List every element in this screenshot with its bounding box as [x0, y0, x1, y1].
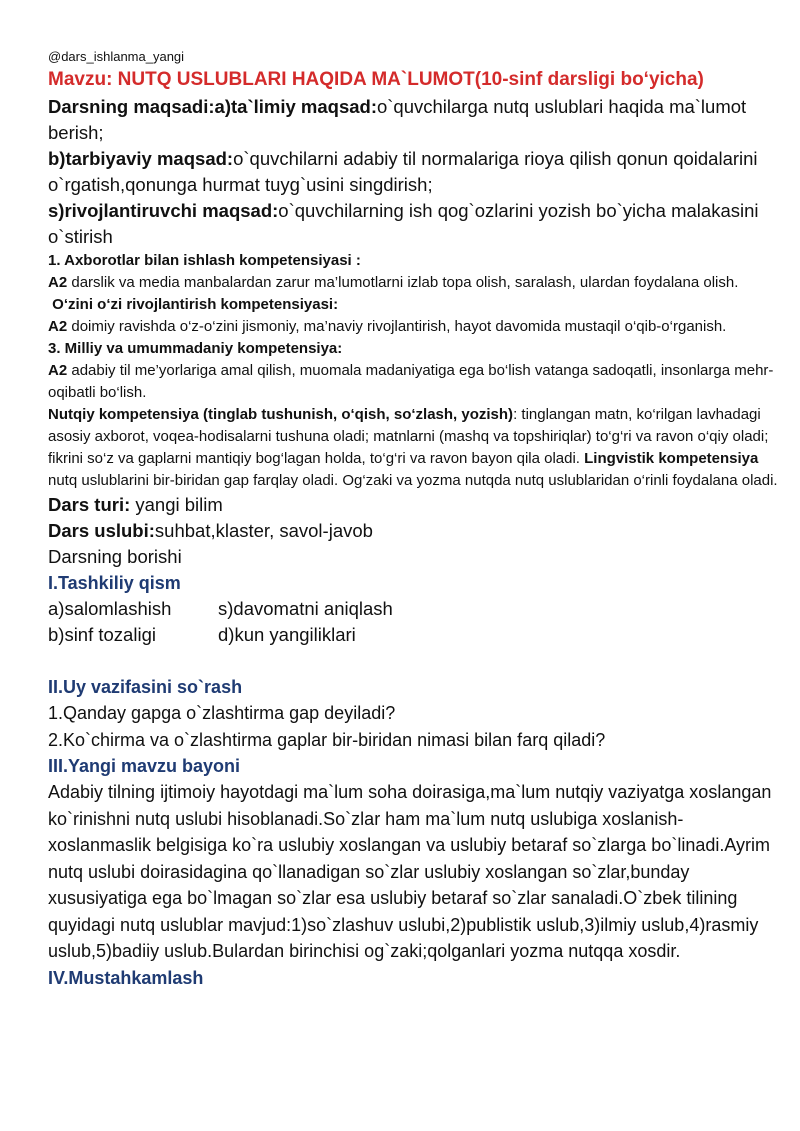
competency-2-text: A2 doimiy ravishda o‘z-o‘zini jismoniy, ma’naviy rivojlantirish, hayot davomida mustaqil o‘qib-o‘rganish. [48, 318, 727, 335]
competency-1-text: A2 darslik va media manbalardan zarur ma’lumotlarni izlab topa olish, saralash, ulardan foydalana olish. [48, 274, 739, 291]
item-greeting: a)salomlashish [48, 598, 172, 619]
lesson-type: Dars turi: yangi bilim [48, 494, 223, 515]
question-1: 1.Qanday gapga o`zlashtirma gap deyiladi? [48, 703, 396, 723]
spacer [48, 648, 786, 674]
lesson-info [48, 492, 786, 570]
channel-handle: @dars_ishlanma_yangi [48, 49, 185, 64]
section-homework [48, 674, 786, 753]
item-cleanliness: b)sinf tozaligi [48, 624, 156, 645]
goal-a [48, 94, 786, 146]
section-reinforcement [48, 965, 786, 991]
goal-s-text: o`quvchilarning ish qog`ozlarini yozish bo`yicha malakasini o`stirish [48, 200, 759, 247]
goal-b-label: b)tarbiyaviy maqsad: [48, 148, 234, 169]
section-1-title: I.Tashkiliy qism [48, 573, 181, 593]
competency-3-text: A2 adabiy til me’yorlariga amal qilish, muomala madaniyatiga ega bo‘lish vatanga sadoqatli, insonlarga mehr-oqibatli bo‘lish. [48, 362, 774, 401]
goal-b-text: o`quvchilarni adabiy til normalariga rioya qilish qonun qoidalarini o`rgatish,qonunga hurmat tuyg`usini singdirish; [48, 148, 758, 195]
section-2-title: II.Uy vazifasini so`rash [48, 677, 243, 697]
section-organizational [48, 570, 786, 648]
goal-b [48, 146, 786, 198]
competency-3-title: 3. Milliy va umummadaniy kompetensiya: [48, 340, 343, 357]
goals-label: Darsning maqsadi: [48, 96, 215, 117]
section-1-row-1 [48, 596, 786, 622]
competency-1-title: 1. Axborotlar bilan ishlash kompetensiyasi : [48, 252, 361, 269]
goal-a-text: o`quvchilarga nutq uslublari haqida ma`lumot berish; [48, 96, 747, 143]
section-4-title: IV.Mustahkamlash [48, 967, 204, 988]
section-new-topic [48, 753, 786, 965]
section-3-text: Adabiy tilning ijtimoiy hayotdagi ma`lum soha doirasiga,ma`lum nutqiy vaziyatga xoslangan ko`rinishni nutq uslubi hisoblanadi.So`zlar ham ma`lum nutq uslubiga xoslanish-xoslanmaslik belgisiga ko`ra uslubiy xoslangan va uslubiy betaraf so`zlarga bo`linadi.Ayrim nutq uslubi doirasidagina qo`llanadigan so`zlar uslubiy xoslangan so`zlar,bunday xususiyatiga ega bo`lmagan so`zlar esa uslubiy betaraf so`zlar sanaladi.O`zbek tilining quyidagi nutq uslublar mavjud:1)so`zlashuv uslubi,2)publistik uslub,3)ilmiy uslub,4)rasmiy uslub,5)badiiy uslub.Bulardan birinchisi og`zaki;qolganlari yozma nutqqa xosdir. [48, 782, 772, 961]
lesson-process: Darsning borishi [48, 546, 182, 567]
section-3-title: III.Yangi mavzu bayoni [48, 756, 241, 776]
item-attendance: s)davomatni aniqlash [218, 598, 393, 619]
goal-s [48, 198, 786, 250]
lesson-goals [48, 94, 786, 250]
speech-competency: Nutqiy kompetensiya (tinglab tushunish, o‘qish, so‘zlash, yozish): tinglangan matn, ko‘rilgan lavhadagi asosiy axborot, voqea-hodisalarni tushuna oladi; matnlarni (mashq va topshiriqlar) to‘g‘ri va ravon o‘qiy oladi; fikrini so‘z va gaplarni mantiqiy bog‘lagan holda, to‘g‘ri va ravon bayon qila oladi. Lingvistik kompetensiya nutq uslublarini bir-biridan gap farqlay oladi. Og‘zaki va yozma nutqda nutq uslublaridan o‘rinli foydalana oladi. [48, 406, 778, 489]
competency-2-title: O‘zini o‘zi rivojlantirish kompetensiyasi: [52, 296, 339, 313]
goal-a-label: a)ta`limiy maqsad: [214, 96, 377, 117]
topic-title: Mavzu: NUTQ USLUBLARI HAQIDA MA`LUMOT(10-sinf darsligi bo‘yicha) [48, 69, 704, 90]
lesson-method: Dars uslubi:suhbat,klaster, savol-javob [48, 520, 373, 541]
section-1-row-2 [48, 622, 786, 648]
goal-s-label: s)rivojlantiruvchi maqsad: [48, 200, 279, 221]
question-2: 2.Ko`chirma va o`zlashtirma gaplar bir-biridan nimasi bilan farq qiladi? [48, 729, 606, 750]
competencies [48, 250, 786, 492]
item-news: d)kun yangiliklari [218, 624, 356, 645]
